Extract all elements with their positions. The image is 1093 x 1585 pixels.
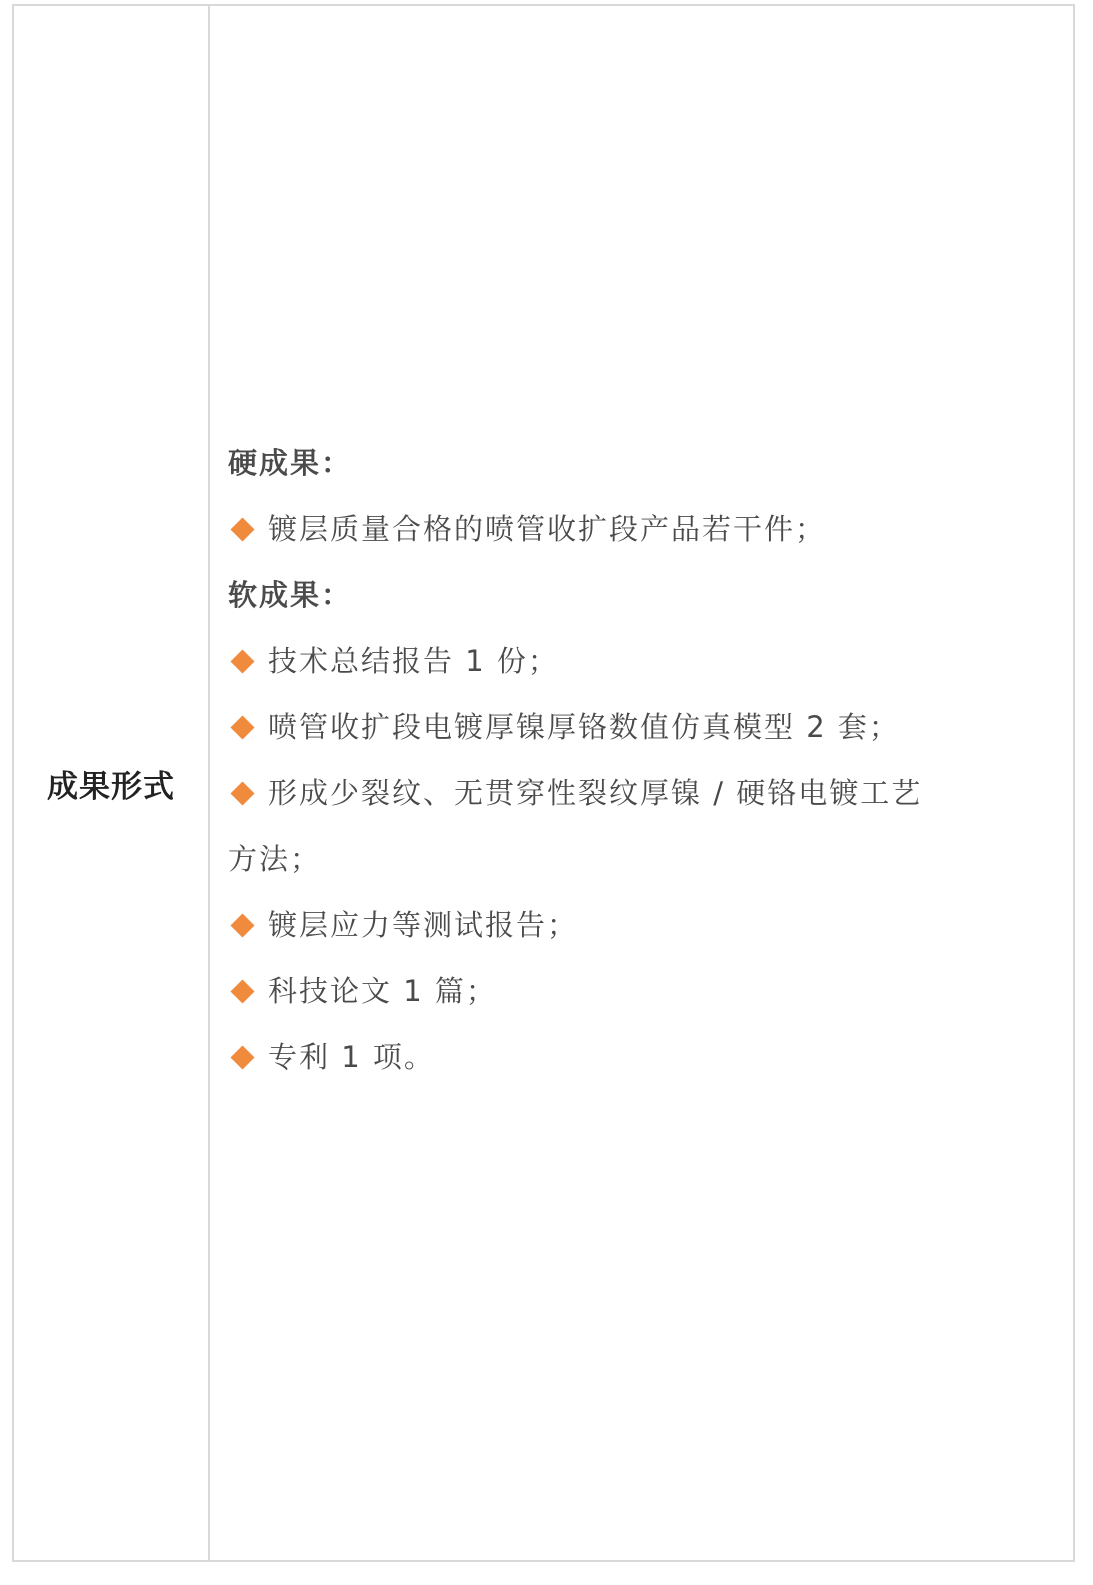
diamond-bullet-icon <box>230 913 254 937</box>
list-item <box>228 958 1028 1024</box>
list-item <box>228 628 1028 694</box>
label-cell <box>14 6 210 1560</box>
diamond-bullet-icon <box>230 517 254 541</box>
content-cell <box>210 6 1073 1560</box>
diamond-bullet-icon <box>230 1045 254 1069</box>
results-content <box>228 430 1028 1090</box>
results-table <box>12 4 1075 1562</box>
soft-results-heading: 软成果： <box>228 578 353 612</box>
list-item-text: 形成少裂纹、无贯穿性裂纹厚镍 / 硬铬电镀工艺 <box>268 776 923 810</box>
list-item-text: 镀层质量合格的喷管收扩段产品若干件； <box>268 512 827 546</box>
list-item-text: 喷管收扩段电镀厚镍厚铬数值仿真模型 2 套； <box>268 710 900 744</box>
diamond-bullet-icon <box>230 979 254 1003</box>
diamond-bullet-icon <box>230 649 254 673</box>
diamond-bullet-icon <box>230 715 254 739</box>
list-item-text: 科技论文 1 篇； <box>268 974 497 1008</box>
list-item <box>228 760 1028 826</box>
list-item-text: 镀层应力等测试报告； <box>268 908 579 942</box>
row-label: 成果形式 <box>47 768 175 805</box>
list-item <box>228 1024 1028 1090</box>
list-item <box>228 496 1028 562</box>
list-item <box>228 892 1028 958</box>
list-item-text: 技术总结报告 1 份； <box>268 644 559 678</box>
diamond-bullet-icon <box>230 781 254 805</box>
list-item-text: 专利 1 项。 <box>268 1040 435 1074</box>
list-item <box>228 694 1028 760</box>
hard-results-heading: 硬成果： <box>228 446 353 480</box>
list-item-continuation: 方法； <box>228 842 322 876</box>
